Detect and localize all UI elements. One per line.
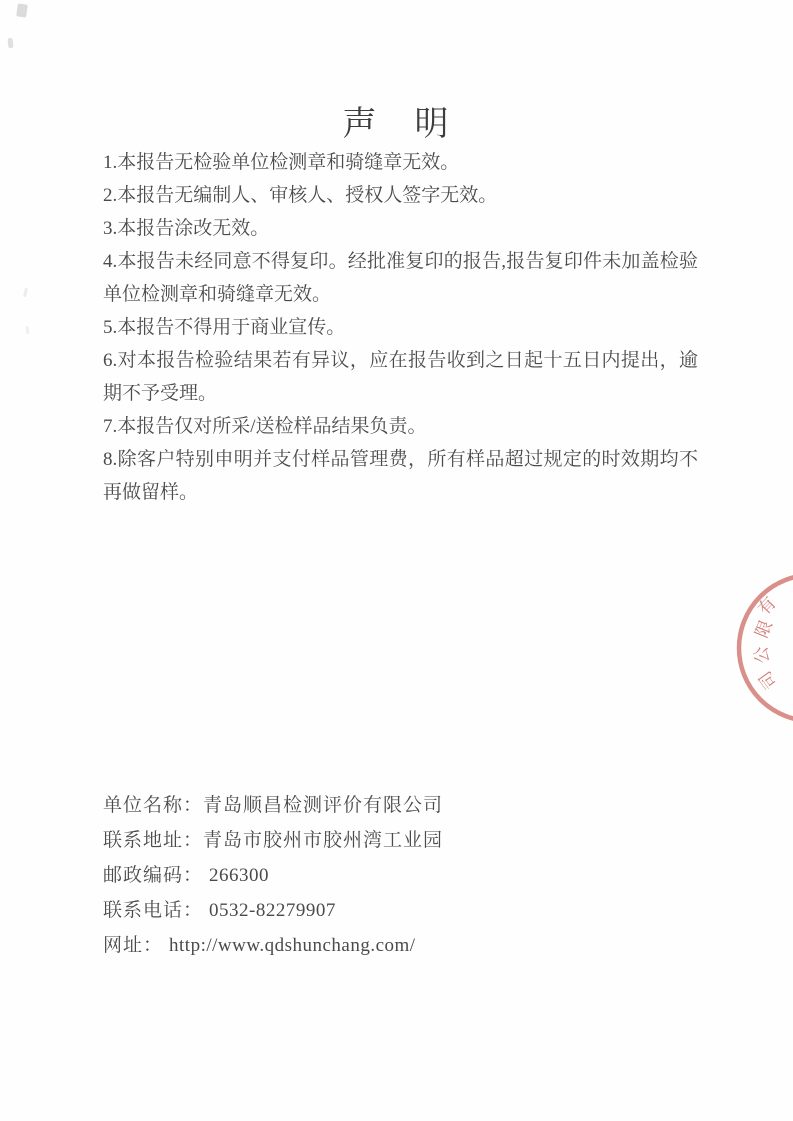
contact-address xyxy=(103,823,443,858)
contact-value: http://www.qdshunchang.com/ xyxy=(169,935,416,956)
statement-item-1: 1.本报告无检验单位检测章和骑缝章无效。 xyxy=(103,152,460,173)
statement-item-6: 6.对本报告检验结果若有异议，应在报告收到之日起十五日内提出，逾期不予受理。 xyxy=(103,350,698,404)
scan-artifact xyxy=(7,38,13,48)
scan-artifact xyxy=(23,288,28,297)
scan-artifact xyxy=(25,326,29,334)
contact-label: 联系电话： xyxy=(103,900,204,921)
contact-value: 266300 xyxy=(209,865,270,886)
statement-item-4: 4.本报告未经同意不得复印。经批准复印的报告,报告复印件未加盖检验单位检测章和骑缝章无效。 xyxy=(103,251,698,305)
contact-website xyxy=(103,928,443,963)
statement-item-8: 8.除客户特别申明并支付样品管理费，所有样品超过规定的时效期均不再做留样。 xyxy=(103,449,698,503)
stamp-char: 限 xyxy=(752,617,776,641)
statement-item-2: 2.本报告无编制人、审核人、授权人签字无效。 xyxy=(103,185,498,206)
company-stamp xyxy=(718,558,793,748)
contact-label: 邮政编码： xyxy=(103,865,204,886)
statement-item-5: 5.本报告不得用于商业宣传。 xyxy=(103,317,346,338)
statement-item-7: 7.本报告仅对所采/送检样品结果负责。 xyxy=(103,416,427,437)
stamp-char: 有 xyxy=(754,593,780,619)
contact-value: 青岛市胶州市胶州湾工业园 xyxy=(203,830,444,851)
contact-label: 联系地址： xyxy=(103,830,204,851)
contact-value: 0532-82279907 xyxy=(209,900,336,921)
contact-postal-code xyxy=(103,858,443,893)
contact-unit-name xyxy=(103,788,443,823)
stamp-ring-circle xyxy=(739,575,793,721)
contact-phone xyxy=(103,893,443,928)
contact-label: 网址： xyxy=(103,935,164,956)
document-title: 声 明 xyxy=(342,106,451,143)
stamp-char: 司 xyxy=(755,667,781,693)
statement-item-3: 3.本报告涂改无效。 xyxy=(103,218,270,239)
statement-list xyxy=(103,146,698,509)
contact-label: 单位名称： xyxy=(103,795,204,816)
stamp-char: 公 xyxy=(751,645,773,665)
contact-block xyxy=(103,788,443,963)
contact-value: 青岛顺昌检测评价有限公司 xyxy=(203,795,444,816)
scan-artifact xyxy=(16,3,28,17)
